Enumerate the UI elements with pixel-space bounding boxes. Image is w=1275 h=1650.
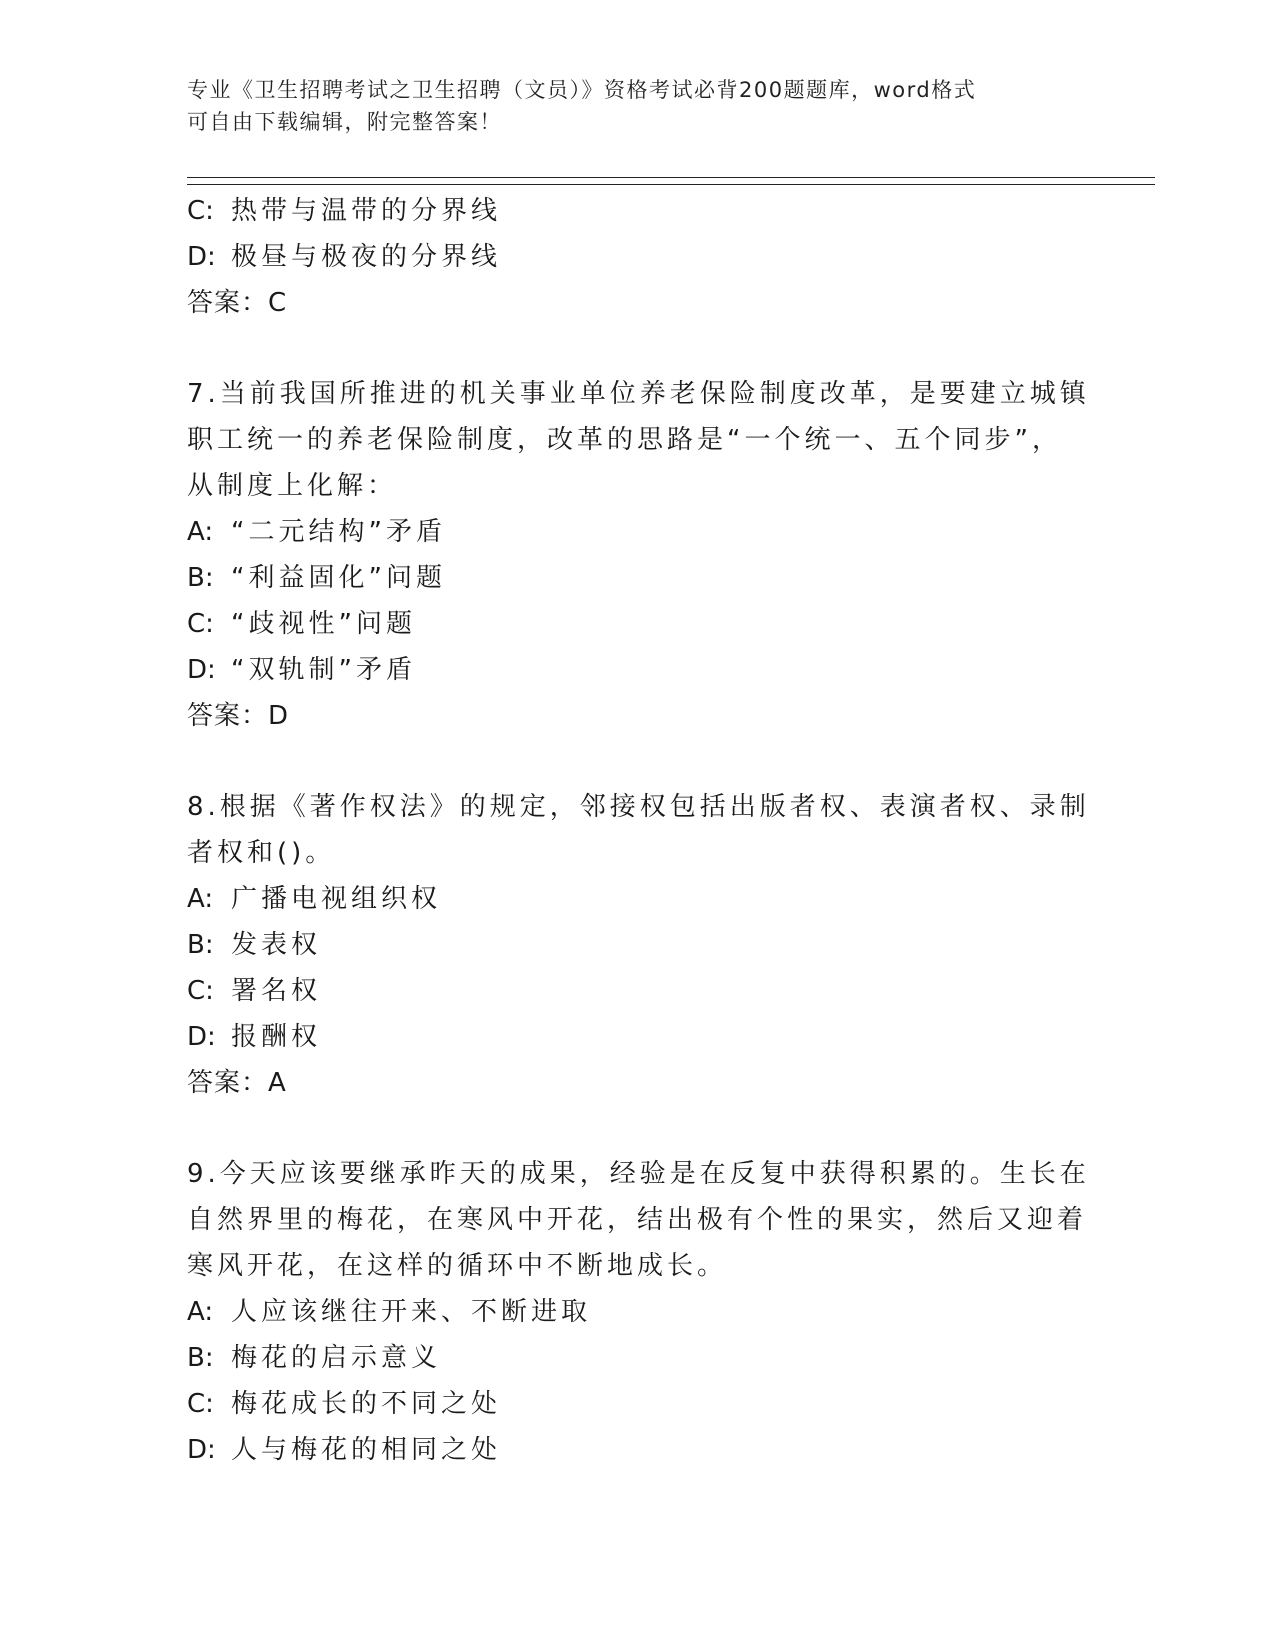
question-stem-line: 自然界里的梅花，在寒风中开花，结出极有个性的果实，然后又迎着	[187, 1205, 1088, 1235]
answer-value: A	[268, 1068, 287, 1098]
option-text: “歧视性”问题	[231, 609, 416, 639]
option-letter: A:	[187, 517, 214, 547]
option-letter: B:	[187, 1343, 214, 1373]
question-block-7	[187, 371, 1090, 739]
header-title-line-1: 专业《卫生招聘考试之卫生招聘（文员）》资格考试必背200题题库，word格式	[187, 78, 977, 102]
option-c	[187, 601, 1067, 647]
answer-value: C	[268, 288, 288, 318]
option-text: 人应该继往开来、不断进取	[231, 1297, 592, 1327]
answer-label: 答案：	[187, 288, 269, 318]
option-c	[187, 968, 1067, 1014]
answer-line	[187, 693, 1067, 739]
option-text: “二元结构”矛盾	[231, 517, 446, 547]
option-letter: C:	[187, 1389, 214, 1419]
option-text: 广播电视组织权	[231, 884, 442, 914]
option-text: 发表权	[231, 930, 322, 960]
question-block-9	[187, 1151, 1090, 1473]
option-letter: D:	[187, 242, 216, 272]
header-title-line-2: 可自由下载编辑，附完整答案！	[187, 110, 502, 134]
document-header	[187, 74, 1057, 138]
option-letter: A:	[187, 1297, 214, 1327]
answer-label: 答案：	[187, 1068, 269, 1098]
option-a	[187, 509, 1067, 555]
answer-line	[187, 1060, 1067, 1106]
question-block-8	[187, 784, 1090, 1106]
spacer	[187, 1106, 1067, 1151]
option-letter: D:	[187, 1435, 216, 1465]
option-text: 署名权	[231, 976, 322, 1006]
document-body	[187, 188, 1090, 1473]
option-text: 梅花的启示意义	[231, 1343, 442, 1373]
option-letter: A:	[187, 884, 214, 914]
option-letter: D:	[187, 655, 216, 685]
option-letter: C:	[187, 976, 214, 1006]
option-letter: B:	[187, 563, 214, 593]
question-stem-line: 者权和()。	[187, 838, 336, 868]
spacer	[187, 739, 1067, 784]
option-b	[187, 555, 1067, 601]
option-d	[187, 1427, 1067, 1473]
option-a	[187, 876, 1067, 922]
option-letter: D:	[187, 1022, 216, 1052]
question-block-continued	[187, 188, 1067, 326]
spacer	[187, 326, 1067, 371]
question-stem-line: 职工统一的养老保险制度，改革的思路是“一个统一、五个同步”，	[187, 425, 1062, 455]
question-stem-line: 寒风开花，在这样的循环中不断地成长。	[187, 1251, 728, 1281]
option-text: 报酬权	[231, 1022, 322, 1052]
option-a	[187, 1289, 1067, 1335]
option-b	[187, 922, 1067, 968]
answer-line	[187, 280, 1067, 326]
option-d	[187, 1014, 1067, 1060]
option-letter: C:	[187, 609, 214, 639]
option-d	[187, 234, 1067, 280]
option-letter: C:	[187, 196, 214, 226]
option-text: 极昼与极夜的分界线	[231, 242, 502, 272]
header-double-rule	[187, 177, 1155, 185]
option-text: “双轨制”矛盾	[231, 655, 416, 685]
option-b	[187, 1335, 1067, 1381]
question-stem-line: 9.今天应该要继承昨天的成果，经验是在反复中获得积累的。生长在	[187, 1159, 1090, 1189]
question-stem-line: 8.根据《著作权法》的规定，邻接权包括出版者权、表演者权、录制	[187, 792, 1090, 822]
answer-value: D	[268, 701, 290, 731]
option-text: “利益固化”问题	[231, 563, 446, 593]
question-stem-line: 从制度上化解：	[187, 471, 398, 501]
answer-label: 答案：	[187, 701, 269, 731]
option-text: 人与梅花的相同之处	[231, 1435, 502, 1465]
option-d	[187, 647, 1067, 693]
option-c	[187, 188, 1067, 234]
option-text: 热带与温带的分界线	[231, 196, 502, 226]
option-c	[187, 1381, 1067, 1427]
option-letter: B:	[187, 930, 214, 960]
question-stem-line: 7.当前我国所推进的机关事业单位养老保险制度改革，是要建立城镇	[187, 379, 1090, 409]
option-text: 梅花成长的不同之处	[231, 1389, 502, 1419]
